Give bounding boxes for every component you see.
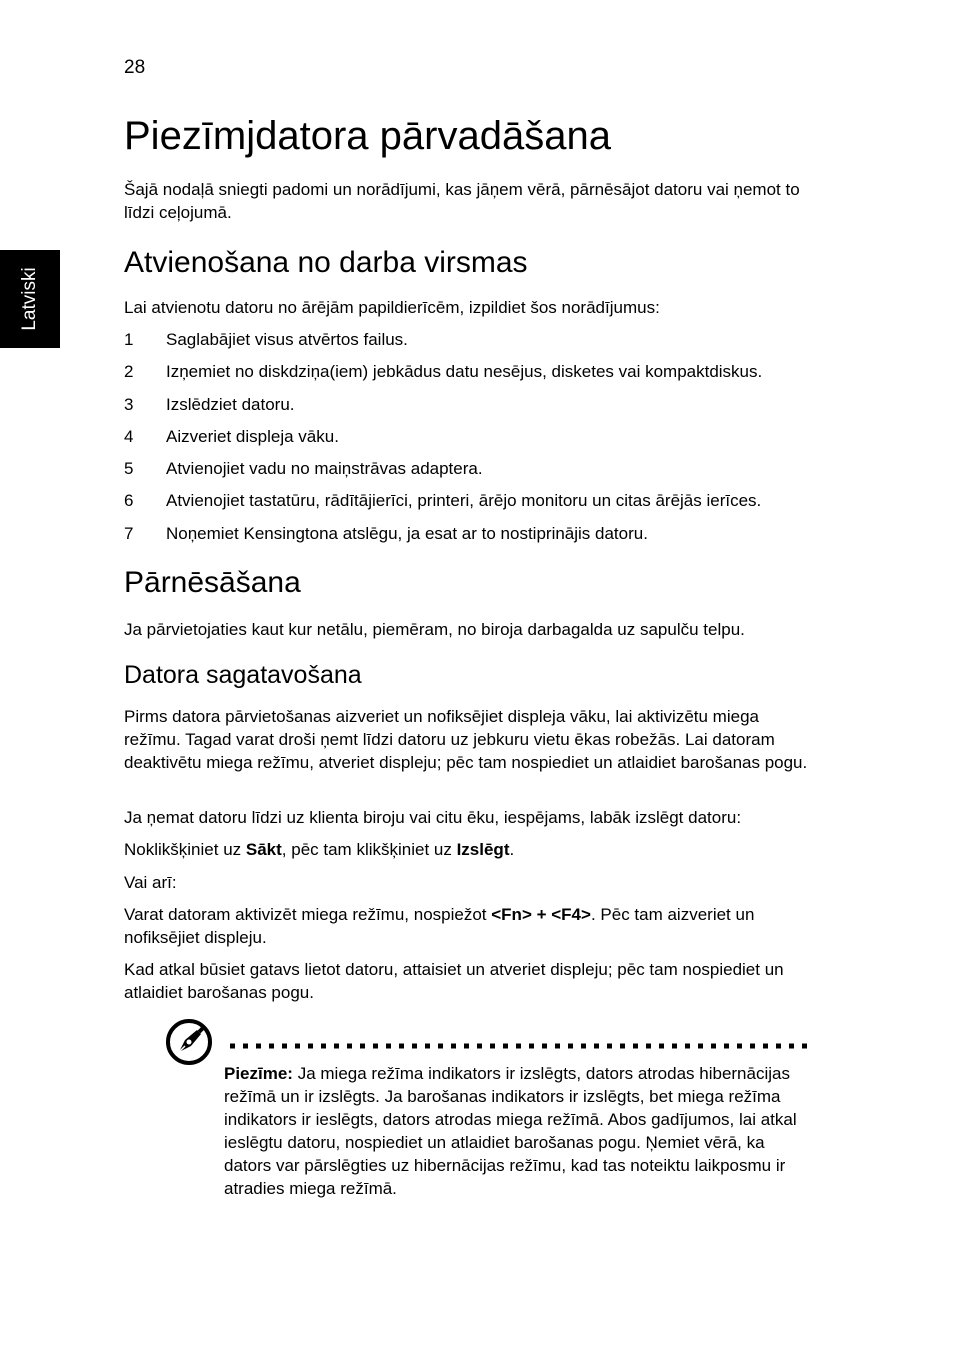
key-combo: <Fn> + <F4> xyxy=(491,905,591,924)
note-divider xyxy=(228,1036,812,1042)
step-text: Izslēdziet datoru. xyxy=(166,395,295,414)
step-text: Aizveriet displeja vāku. xyxy=(166,427,339,446)
start-label: Sākt xyxy=(245,840,282,859)
section-heading-disconnect: Atvienošana no darba virsmas xyxy=(124,246,528,279)
step-text: Izņemiet no diskdziņa(iem) jebkādus datu nesējus, disketes vai kompaktdiskus. xyxy=(166,362,763,381)
step-number: 6 xyxy=(124,491,134,510)
step-text: Noņemiet Kensingtona atslēgu, ja esat ar to nostiprinājis datoru. xyxy=(166,524,648,543)
note-label: Piezīme: xyxy=(224,1064,293,1083)
instruction-text: . xyxy=(509,840,515,859)
language-side-tab xyxy=(0,250,60,348)
instruction-text: , pēc tam klikšķiniet uz xyxy=(281,840,457,859)
subsection-heading-preparing: Datora sagatavošana xyxy=(124,661,362,689)
preparing-paragraph-3 xyxy=(124,838,814,861)
preparing-paragraph-1: Pirms datora pārvietošanas aizveriet un nofiksējiet displeja vāku, lai aktivizētu miega režīmu. Tagad varat droši ņemt līdzi datoru uz jebkuru vietu ēkas robežās. Lai datoram deaktivētu miega režīmu, atveriet displeju; pēc tam nospiediet un atlaidiet barošanas pogu. xyxy=(124,707,808,772)
preparing-paragraph-4: Vai arī: xyxy=(124,873,177,892)
intro-paragraph: Šajā nodaļā sniegti padomi un norādījumi, kas jāņem vērā, pārnēsājot datoru vai ņemot to līdzi ceļojumā. xyxy=(124,180,800,222)
instruction-text: . Pēc tam aizveriet un nofiksējiet displeju. xyxy=(124,905,755,947)
page-title: Piezīmjdatora pārvadāšana xyxy=(124,114,611,158)
section-heading-carrying: Pārnēsāšana xyxy=(124,566,301,599)
instruction-text: Varat datoram aktivizēt miega režīmu, nospiežot xyxy=(124,905,492,924)
shutdown-label: Izslēgt xyxy=(456,840,510,859)
section-lead-carrying: Ja pārvietojaties kaut kur netālu, piemēram, no biroja darbagalda uz sapulču telpu. xyxy=(124,620,745,639)
page-number: 28 xyxy=(124,57,146,78)
step-number: 1 xyxy=(124,330,134,349)
note-body: Ja miega režīma indikators ir izslēgts, dators atrodas hibernācijas režīmā un ir izslēgts. Ja barošanas indikators ir izslēgts, bet miega režīma indikators ir ieslēgts, dators atrodas miega režīmā. Abos gadījumos, lai atkal ieslēgtu datoru, nospiediet un atlaidiet barošanas pogu. Ņemiet vērā, ka dators var pārslēgties uz hibernācijas režīmu, kad tas noteiktu laikposmu ir atradies miega režīmā. xyxy=(224,1064,797,1198)
step-text: Atvienojiet tastatūru, rādītājierīci, printeri, ārējo monitoru un citas ārējās ierīces. xyxy=(166,491,762,510)
step-text: Atvienojiet vadu no maiņstrāvas adaptera. xyxy=(166,459,483,478)
step-number: 4 xyxy=(124,427,134,446)
step-number: 5 xyxy=(124,459,134,478)
section-lead-disconnect: Lai atvienotu datoru no ārējām papildierīcēm, izpildiet šos norādījumus: xyxy=(124,298,660,317)
step-number: 7 xyxy=(124,524,134,543)
language-side-tab-label: Latviski xyxy=(19,267,40,331)
note-pen-icon xyxy=(165,1018,213,1066)
step-number: 2 xyxy=(124,362,134,381)
preparing-paragraph-2: Ja ņemat datoru līdzi uz klienta biroju vai citu ēku, iespējams, labāk izslēgt datoru: xyxy=(124,808,742,827)
preparing-paragraph-5 xyxy=(124,903,814,949)
preparing-paragraph-6: Kad atkal būsiet gatavs lietot datoru, attaisiet un atveriet displeju; pēc tam nospiediet un atlaidiet barošanas pogu. xyxy=(124,960,784,1002)
step-number: 3 xyxy=(124,395,134,414)
instruction-text: Noklikšķiniet uz xyxy=(124,840,246,859)
note-text xyxy=(224,1062,814,1200)
step-text: Saglabājiet visus atvērtos failus. xyxy=(166,330,408,349)
